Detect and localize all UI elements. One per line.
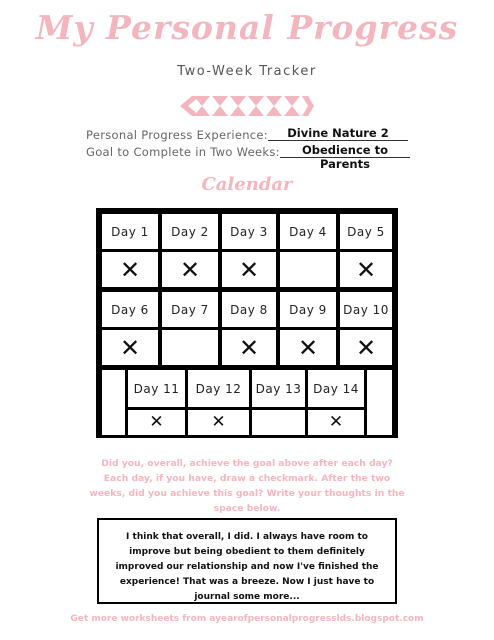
day-cell-4 xyxy=(277,211,339,252)
mark-cell-14 xyxy=(305,407,367,438)
goal-label: Goal to Complete in Two Weeks: xyxy=(86,145,280,159)
day-cell-11 xyxy=(125,367,188,410)
x-mark-icon: ✕ xyxy=(238,333,260,362)
day-label: Day 3 xyxy=(230,224,268,239)
day-label: Day 14 xyxy=(313,381,359,396)
mark-cell-10 xyxy=(337,327,395,368)
x-mark-icon: ✕ xyxy=(211,412,226,432)
mark-cell-2 xyxy=(159,249,221,290)
mark-cell-5 xyxy=(337,249,395,290)
x-mark-icon: ✕ xyxy=(238,255,260,284)
reflection-prompt: Did you, overall, achieve the goal above after each day? Each day, if you have, draw a checkmark. After the two weeks, did you achieve this goal? Write your thoughts in the space below. xyxy=(89,458,405,514)
day-label: Day 1 xyxy=(111,224,149,239)
mark-cell-6 xyxy=(99,327,161,368)
mark-cell-8 xyxy=(219,327,279,368)
spacer-right xyxy=(364,367,395,438)
mark-cell-13 xyxy=(249,407,308,438)
reflection-answer: I think that overall, I did. I always have room to improve but being obedient to them definitely improved our relationship and now I've finished the experience! That was a breeze. Now I just have to journal some more... xyxy=(97,518,397,604)
x-mark-icon: ✕ xyxy=(297,333,319,362)
day-label: Day 4 xyxy=(289,224,327,239)
day-cell-14 xyxy=(305,367,367,410)
x-mark-icon: ✕ xyxy=(355,333,377,362)
day-label: Day 8 xyxy=(230,302,268,317)
x-mark-icon: ✕ xyxy=(179,255,201,284)
day-cell-13 xyxy=(249,367,308,410)
mark-cell-1 xyxy=(99,249,161,290)
day-cell-10 xyxy=(337,289,395,330)
day-label: Day 12 xyxy=(195,381,242,396)
spacer-left xyxy=(99,367,128,438)
mark-cell-3 xyxy=(219,249,279,290)
day-cell-3 xyxy=(219,211,279,252)
day-label: Day 2 xyxy=(171,224,209,239)
goal-value: Obedience to Parents xyxy=(280,143,410,158)
mark-cell-4 xyxy=(277,249,339,290)
mark-cell-11 xyxy=(125,407,188,438)
mark-cell-7 xyxy=(159,327,221,368)
day-label: Day 11 xyxy=(133,381,180,396)
x-mark-icon: ✕ xyxy=(355,255,377,284)
day-label: Day 6 xyxy=(111,302,149,317)
day-cell-5 xyxy=(337,211,395,252)
day-cell-7 xyxy=(159,289,221,330)
page-title: My Personal Progress xyxy=(35,8,459,47)
mark-cell-9 xyxy=(277,327,339,368)
day-label: Day 13 xyxy=(255,381,302,396)
experience-label: Personal Progress Experience: xyxy=(86,128,268,142)
mark-cell-12 xyxy=(185,407,252,438)
day-label: Day 10 xyxy=(343,302,389,317)
x-mark-icon: ✕ xyxy=(328,412,344,432)
chevron-arrows-icon xyxy=(180,94,314,118)
calendar-title: Calendar xyxy=(201,174,293,195)
day-cell-2 xyxy=(159,211,221,252)
day-cell-9 xyxy=(277,289,339,330)
day-cell-12 xyxy=(185,367,252,410)
x-mark-icon: ✕ xyxy=(149,412,164,432)
x-mark-icon: ✕ xyxy=(119,255,141,284)
day-cell-6 xyxy=(99,289,161,330)
day-label: Day 5 xyxy=(347,224,385,239)
x-mark-icon: ✕ xyxy=(119,333,141,362)
day-label: Day 9 xyxy=(289,302,327,317)
footer-link: Get more worksheets from ayearofpersonalprogresslds.blogspot.com xyxy=(70,614,424,624)
experience-value: Divine Nature 2 xyxy=(268,126,408,141)
day-cell-8 xyxy=(219,289,279,330)
day-cell-1 xyxy=(99,211,161,252)
day-label: Day 7 xyxy=(171,302,209,317)
page-subtitle: Two-Week Tracker xyxy=(177,64,317,79)
